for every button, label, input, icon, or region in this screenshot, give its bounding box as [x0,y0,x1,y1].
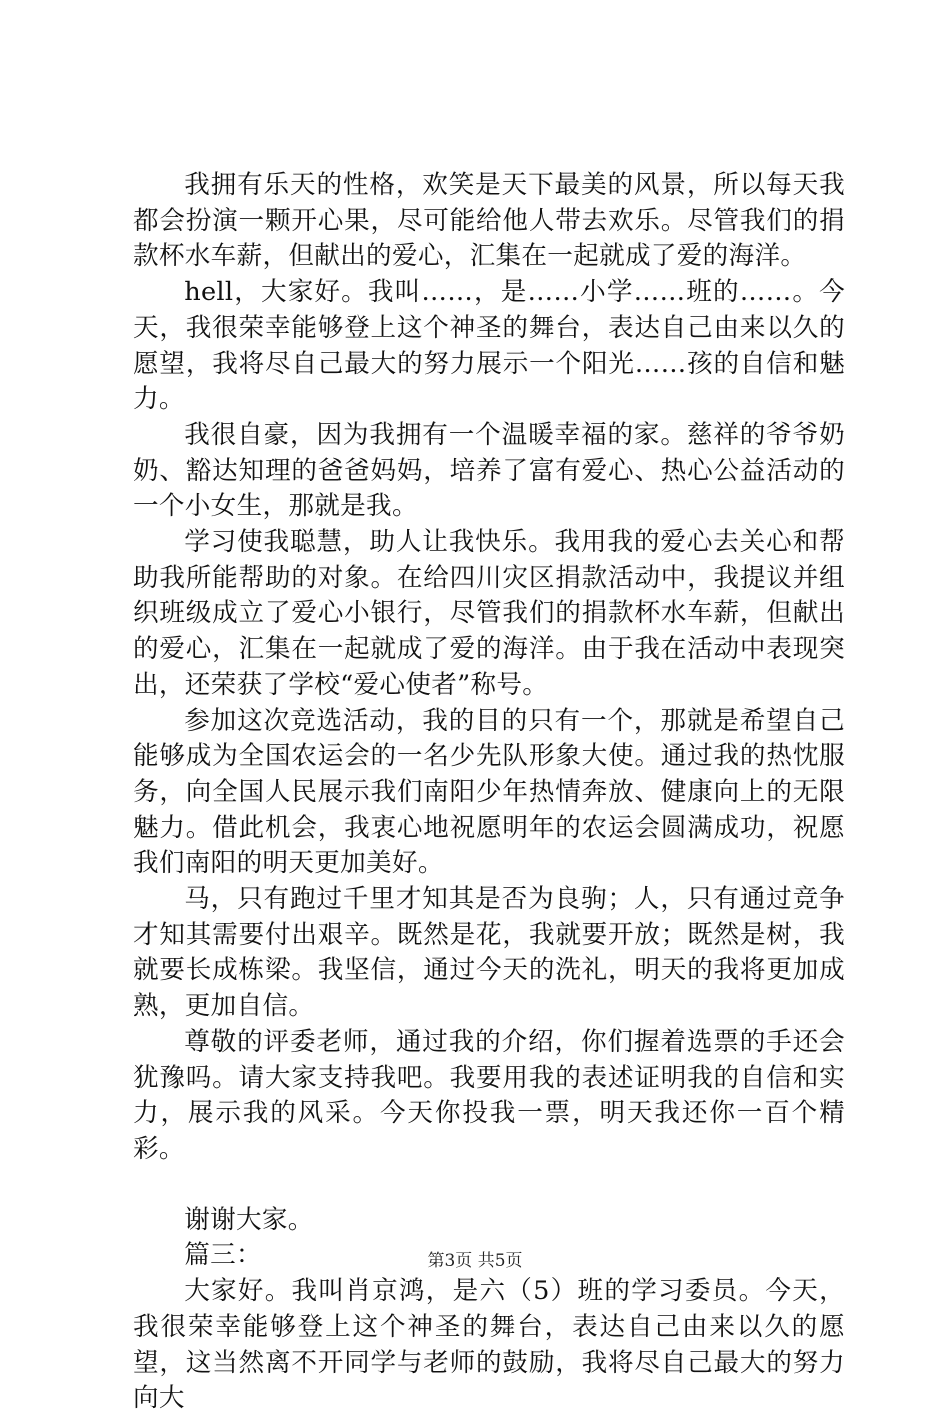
paragraph: hell，大家好。我叫……，是……小学……班的……。今天，我很荣幸能够登上这个神圣的舞台，表达自己由来以久的愿望，我将尽自己最大的努力展示一个阳光……孩的自信和魅力。 [133,277,845,415]
paragraph: 我很自豪，因为我拥有一个温暖幸福的家。慈祥的爷爷奶奶、豁达知理的爸爸妈妈，培养了富有爱心、热心公益活动的一个小女生，那就是我。 [133,419,845,522]
paragraph: 尊敬的评委老师，通过我的介绍，你们握着选票的手还会犹豫吗。请大家支持我吧。我要用我的表述证明我的自信和实力，展示我的风采。今天你投我一票，明天我还你一百个精彩。 [133,1026,845,1164]
paragraph: 马，只有跑过千里才知其是否为良驹；人，只有通过竞争才知其需要付出艰辛。既然是花，我就要开放；既然是树，我就要长成栋梁。我坚信，通过今天的洗礼，明天的我将更加成熟，更加自信。 [133,884,845,1022]
section-heading: 篇三： [184,1240,262,1271]
page-footer: 第3页 共5页 [427,1251,523,1271]
paragraph: 我拥有乐天的性格，欢笑是天下最美的风景，所以每天我都会扮演一颗开心果，尽可能给他人带去欢乐。尽管我们的捐款杯水车薪，但献出的爱心，汇集在一起就成了爱的海洋。 [133,170,845,272]
closing-line: 谢谢大家。 [184,1204,314,1235]
paragraph: 大家好。我叫肖京鸿，是六（5）班的学习委员。今天，我很荣幸能够登上这个神圣的舞台，表达自己由来以久的愿望，这当然离不开同学与老师的鼓励，我将尽自己最大的努力向大 [133,1276,845,1414]
paragraph: 参加这次竞选活动，我的目的只有一个，那就是希望自己能够成为全国农运会的一名少先队形象大使。通过我的热忱服务，向全国人民展示我们南阳少年热情奔放、健康向上的无限魅力。借此机会，我衷心地祝愿明年的农运会圆满成功，祝愿我们南阳的明天更加美好。 [133,705,845,879]
paragraph: 学习使我聪慧，助人让我快乐。我用我的爱心去关心和帮助我所能帮助的对象。在给四川灾区捐款活动中，我提议并组织班级成立了爱心小银行，尽管我们的捐款杯水车薪，但献出的爱心，汇集在一起就成了爱的海洋。由于我在活动中表现突出，还荣获了学校“爱心使者”称号。 [133,527,845,700]
document-body [133,168,845,1417]
